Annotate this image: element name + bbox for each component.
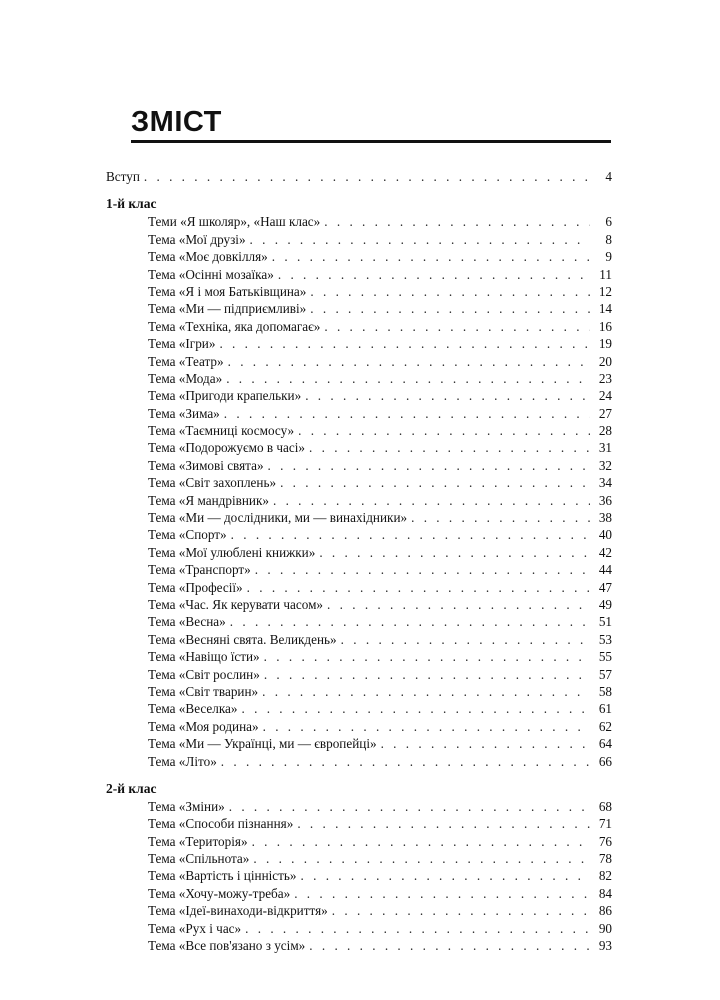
toc-entry-page: 32: [598, 457, 612, 473]
toc-entry[interactable]: [106, 509, 612, 526]
dot-leader: [305, 387, 590, 404]
toc-entry-page: 49: [598, 596, 612, 612]
dot-leader: [264, 666, 590, 683]
dot-leader: [224, 405, 590, 422]
toc-entry-label: Тема «Весна»: [148, 614, 226, 630]
toc-entry[interactable]: [106, 335, 612, 352]
toc-entry-label: Вступ: [106, 169, 140, 184]
toc-entry[interactable]: [106, 283, 612, 300]
toc-entry-label: Тема «Спільнота»: [148, 851, 250, 867]
dot-leader: [324, 318, 590, 335]
toc-entry-label: Тема «Рух і час»: [148, 920, 242, 936]
toc-entry[interactable]: [106, 666, 612, 683]
dot-leader: [255, 561, 590, 578]
dot-leader: [319, 544, 590, 561]
dot-leader: [229, 798, 590, 815]
dot-leader: [230, 613, 590, 630]
toc-entry[interactable]: [106, 266, 612, 283]
toc-entry-label: Тема «Територія»: [148, 833, 248, 849]
toc-section-heading: 1-й клас: [106, 196, 157, 212]
toc-entry-page: 53: [598, 631, 612, 647]
toc-entry-page: 82: [598, 868, 612, 884]
toc-entry[interactable]: [106, 902, 612, 919]
toc-entry[interactable]: [106, 526, 612, 543]
toc-entry-label: Тема «Світ рослин»: [148, 666, 260, 682]
dot-leader: [309, 937, 590, 954]
dot-leader: [411, 509, 590, 526]
dot-leader: [262, 683, 590, 700]
toc-entry-label: Тема «Техніка, яка допомагає»: [148, 318, 321, 334]
toc-entry-page: 12: [598, 283, 612, 299]
toc-entry-label: Тема «Зміни»: [148, 798, 225, 814]
toc-entry[interactable]: [106, 457, 612, 474]
toc-entry[interactable]: [106, 700, 612, 717]
toc-entry[interactable]: [106, 387, 612, 404]
dot-leader: [219, 335, 590, 352]
toc-entry[interactable]: [106, 735, 612, 752]
toc-entry-label: Тема «Літо»: [148, 753, 217, 769]
dot-leader: [310, 300, 590, 317]
toc-entry-label: Тема «Театр»: [148, 353, 224, 369]
toc-entry-page: 31: [598, 440, 612, 456]
toc-entry-page: 47: [598, 579, 612, 595]
toc-entry[interactable]: [106, 596, 612, 613]
dot-leader: [341, 631, 590, 648]
toc-entry-page: 84: [598, 885, 612, 901]
toc-section-heading: 2-й клас: [106, 780, 157, 796]
toc-entry-label: Тема «Ми — підприємливі»: [148, 301, 307, 317]
toc-entry-label: Тема «Таємниці космосу»: [148, 423, 295, 439]
toc-entry-label: Теми «Я школяр», «Наш клас»: [148, 214, 321, 230]
dot-leader: [272, 248, 590, 265]
toc-entry-label: Тема «Я і моя Батьківщина»: [148, 283, 307, 299]
toc-entry[interactable]: [106, 798, 612, 815]
dot-leader: [252, 833, 590, 850]
toc-entry-page: 78: [598, 851, 612, 867]
toc-entry-label: Тема «Способи пізнання»: [148, 816, 294, 832]
toc-entry-label: Тема «Зимові свята»: [148, 457, 264, 473]
toc-entry-page: 14: [598, 301, 612, 317]
title-rule: [131, 140, 611, 143]
toc-entry[interactable]: [106, 613, 612, 630]
toc-entry-label: Тема «Професії»: [148, 579, 243, 595]
toc-entry-page: 9: [605, 249, 612, 265]
toc-entry-label: Тема «Осінні мозаїка»: [148, 266, 274, 282]
toc-entry[interactable]: [106, 648, 612, 665]
dot-leader: [226, 370, 590, 387]
toc-entry-page: 28: [598, 423, 612, 439]
toc-entry-page: 76: [598, 833, 612, 849]
toc-entry-page: 40: [598, 527, 612, 543]
toc-entry[interactable]: [106, 815, 612, 832]
toc-entry-page: 36: [598, 492, 612, 508]
toc-entry[interactable]: [106, 561, 612, 578]
toc-entry-page: 93: [598, 938, 612, 954]
dot-leader: [301, 867, 590, 884]
toc-entry[interactable]: [106, 753, 612, 770]
toc-entry[interactable]: [106, 353, 612, 370]
toc-entry-label: Тема «Весняні свята. Великдень»: [148, 631, 337, 647]
toc-entry-page: 16: [598, 318, 612, 334]
dot-leader: [327, 596, 590, 613]
toc-entry-page: 38: [598, 510, 612, 526]
toc-entry-page: 51: [598, 614, 612, 630]
toc-entry-page: 71: [598, 816, 612, 832]
dot-leader: [309, 439, 590, 456]
dot-leader: [250, 231, 590, 248]
toc-entry-page: 66: [598, 753, 612, 769]
toc-entry-page: 20: [598, 353, 612, 369]
toc-entry-label: Тема «Подорожуємо в часі»: [148, 440, 306, 456]
toc-entry-label: Тема «Ми — Українці, ми — європейці»: [148, 736, 377, 752]
dot-leader: [278, 266, 590, 283]
toc-entry-page: 61: [598, 701, 612, 717]
toc-entry[interactable]: [106, 631, 612, 648]
dot-leader: [381, 735, 590, 752]
toc-entry-label: Тема «Мої друзі»: [148, 231, 246, 247]
toc-entry-label: Тема «Спорт»: [148, 527, 227, 543]
toc-entry-page: 23: [598, 370, 612, 386]
toc-entry-page: 24: [598, 388, 612, 404]
toc-entry[interactable]: [106, 213, 612, 230]
dot-leader: [242, 700, 591, 717]
toc-entry-label: Тема «Моя родина»: [148, 718, 259, 734]
dot-leader: [231, 526, 590, 543]
toc-entry-page: 4: [605, 169, 612, 184]
dot-leader: [144, 168, 590, 185]
toc-entry-page: 58: [598, 683, 612, 699]
toc-entry-intro[interactable]: [106, 168, 612, 185]
toc-entry-label: Тема «Я мандрівник»: [148, 492, 269, 508]
toc-entry[interactable]: [106, 718, 612, 735]
toc-entry[interactable]: [106, 231, 612, 248]
toc-entry-label: Тема «Моє довкілля»: [148, 249, 268, 265]
toc-entry-page: 6: [605, 214, 612, 230]
dot-leader: [324, 213, 590, 230]
toc-entry-label: Тема «Хочу-можу-треба»: [148, 885, 291, 901]
toc-entry-page: 11: [599, 266, 612, 282]
dot-leader: [297, 815, 590, 832]
toc-entry[interactable]: [106, 422, 612, 439]
dot-leader: [263, 718, 590, 735]
dot-leader: [273, 492, 590, 509]
toc-entry[interactable]: [106, 544, 612, 561]
dot-leader: [253, 850, 590, 867]
toc-entry-label: Тема «Вартість і цінність»: [148, 868, 297, 884]
toc-entry-page: 62: [598, 718, 612, 734]
toc-entry-page: 64: [598, 736, 612, 752]
toc-entry[interactable]: [106, 248, 612, 265]
toc-entry-label: Тема «Пригоди крапельки»: [148, 388, 302, 404]
toc-entry-page: 90: [598, 920, 612, 936]
toc-entry[interactable]: [106, 833, 612, 850]
dot-leader: [298, 422, 590, 439]
toc-entry-page: 68: [598, 798, 612, 814]
toc-entry-page: 34: [598, 475, 612, 491]
toc-entry-label: Тема «Світ тварин»: [148, 683, 259, 699]
dot-leader: [294, 885, 590, 902]
dot-leader: [247, 579, 590, 596]
toc-sections: [106, 195, 612, 954]
toc-entry[interactable]: [106, 683, 612, 700]
toc-entry-label: Тема «Все пов'язано з усім»: [148, 938, 306, 954]
dot-leader: [245, 920, 590, 937]
toc-entry-label: Тема «Мої улюблені книжки»: [148, 544, 316, 560]
toc-entry[interactable]: [106, 300, 612, 317]
toc-entry-page: 86: [598, 903, 612, 919]
toc-entry-page: 27: [598, 405, 612, 421]
toc-entry-label: Тема «Ідеї-винаходи-відкриття»: [148, 903, 328, 919]
toc-entry[interactable]: [106, 439, 612, 456]
dot-leader: [228, 353, 590, 370]
toc-entry-page: 57: [598, 666, 612, 682]
toc-entry-page: 44: [598, 562, 612, 578]
toc-entry[interactable]: [106, 920, 612, 937]
dot-leader: [310, 283, 590, 300]
toc-entry[interactable]: [106, 318, 612, 335]
toc-entry-label: Тема «Навіщо їсти»: [148, 649, 260, 665]
dot-leader: [332, 902, 590, 919]
page-title: ЗМІСТ: [131, 106, 222, 138]
toc-entry[interactable]: [106, 370, 612, 387]
dot-leader: [268, 457, 590, 474]
toc-entry[interactable]: [106, 492, 612, 509]
toc-entry[interactable]: [106, 405, 612, 422]
toc-entry-label: Тема «Ігри»: [148, 336, 216, 352]
toc-entry-label: Тема «Час. Як керувати часом»: [148, 596, 324, 612]
toc-entry[interactable]: [106, 579, 612, 596]
toc-entry[interactable]: [106, 850, 612, 867]
toc-entry-page: 19: [598, 336, 612, 352]
toc-entry[interactable]: [106, 867, 612, 884]
toc-entry-page: 55: [598, 649, 612, 665]
dot-leader: [280, 474, 590, 491]
toc-entry[interactable]: [106, 885, 612, 902]
dot-leader: [221, 753, 590, 770]
toc-entry-label: Тема «Веселка»: [148, 701, 238, 717]
toc-entry[interactable]: [106, 937, 612, 954]
toc-entry-label: Тема «Транспорт»: [148, 562, 251, 578]
toc-entry-label: Тема «Світ захоплень»: [148, 475, 277, 491]
toc-entry-label: Тема «Зима»: [148, 405, 220, 421]
toc-entry-label: Тема «Ми — дослідники, ми — винахідники»: [148, 510, 408, 526]
toc-entry-page: 8: [605, 231, 612, 247]
toc-entry[interactable]: [106, 474, 612, 491]
toc-entry-label: Тема «Мода»: [148, 370, 223, 386]
table-of-contents: [106, 168, 612, 954]
dot-leader: [264, 648, 590, 665]
toc-entry-page: 42: [598, 544, 612, 560]
